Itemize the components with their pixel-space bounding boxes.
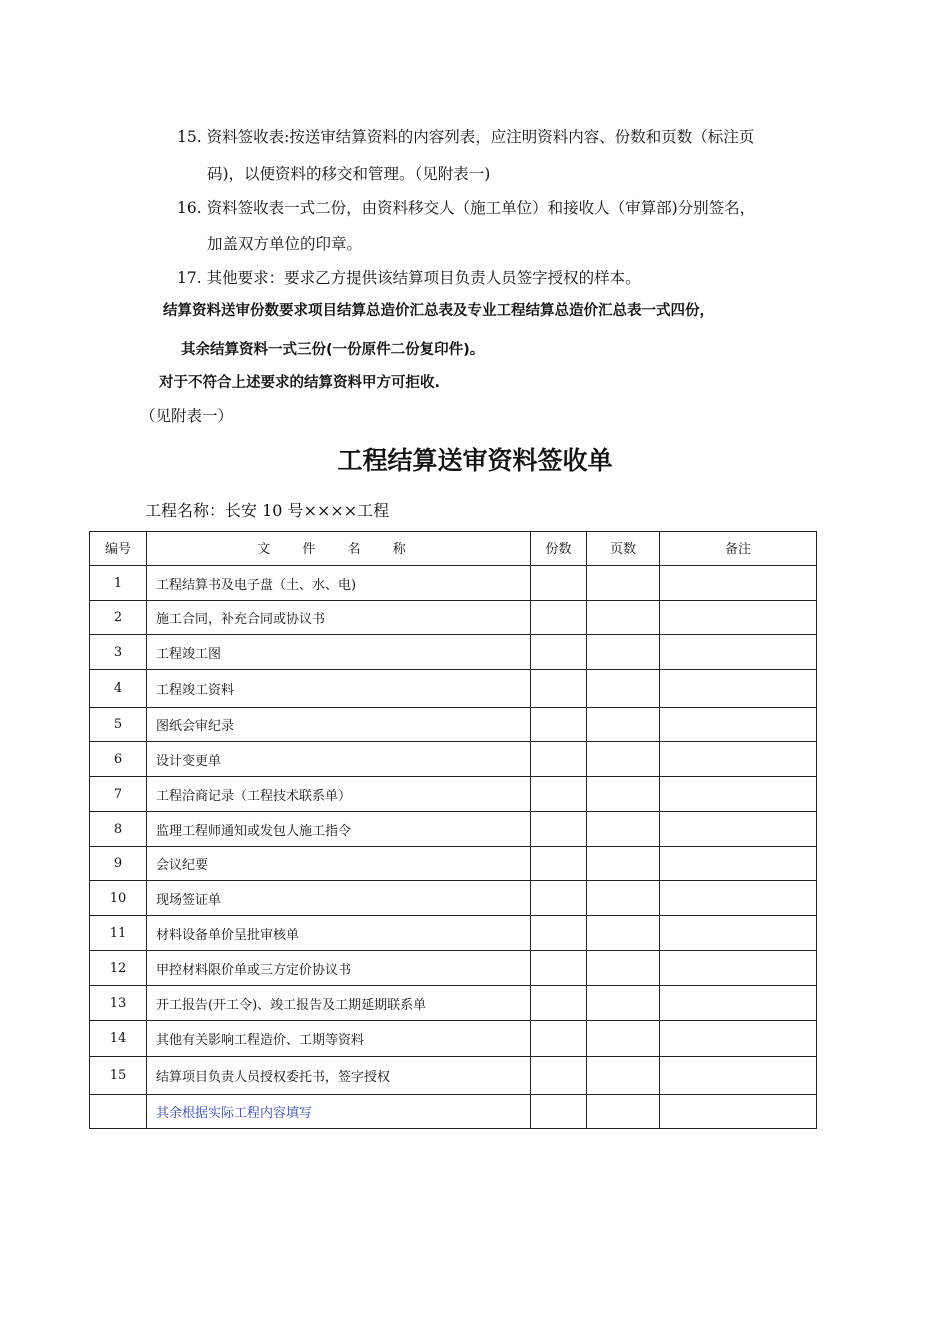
- pages-cell[interactable]: [587, 881, 660, 916]
- table-row: [90, 812, 817, 847]
- row-no: 4: [90, 670, 147, 708]
- row-document-name: 图纸会审纪录: [147, 708, 531, 742]
- bold-requirement-line-2: 其余结算资料一式三份(一份原件二份复印件)。: [181, 342, 485, 358]
- copies-cell[interactable]: [531, 916, 587, 951]
- table-header-row: [90, 532, 817, 566]
- bold-requirement-line-3: 对于不符合上述要求的结算资料甲方可拒收.: [159, 375, 441, 391]
- pages-cell[interactable]: [587, 1021, 660, 1057]
- copies-cell[interactable]: [531, 812, 587, 847]
- table-footer-row: [90, 1095, 817, 1129]
- paragraph-15-line-1: 15. 资料签收表:按送审结算资料的内容列表，应注明资料内容、份数和页数（标注页: [177, 128, 755, 146]
- pages-cell[interactable]: [587, 916, 660, 951]
- table-row: [90, 742, 817, 777]
- remarks-cell[interactable]: [660, 951, 817, 986]
- pages-cell[interactable]: [587, 986, 660, 1021]
- remarks-cell[interactable]: [660, 881, 817, 916]
- remarks-cell[interactable]: [660, 986, 817, 1021]
- table-row: [90, 951, 817, 986]
- pages-cell[interactable]: [587, 777, 660, 812]
- footer-no-cell: [90, 1095, 147, 1129]
- table-row: [90, 986, 817, 1021]
- table-row: [90, 1021, 817, 1057]
- header-remarks: 备注: [660, 532, 817, 566]
- project-name: 工程名称：长安 10 号××××工程: [145, 501, 390, 520]
- copies-cell[interactable]: [531, 708, 587, 742]
- pages-cell[interactable]: [587, 742, 660, 777]
- copies-cell[interactable]: [531, 742, 587, 777]
- copies-cell[interactable]: [531, 986, 587, 1021]
- row-document-name: 甲控材料限价单或三方定价协议书: [147, 951, 531, 986]
- copies-cell[interactable]: [531, 1095, 587, 1129]
- copies-cell[interactable]: [531, 951, 587, 986]
- remarks-cell[interactable]: [660, 1057, 817, 1095]
- footer-note: 其余根据实际工程内容填写: [147, 1095, 531, 1129]
- pages-cell[interactable]: [587, 951, 660, 986]
- copies-cell[interactable]: [531, 635, 587, 670]
- row-document-name: 材料设备单价呈批审核单: [147, 916, 531, 951]
- row-no: 9: [90, 847, 147, 881]
- pages-cell[interactable]: [587, 1095, 660, 1129]
- remarks-cell[interactable]: [660, 1021, 817, 1057]
- row-no: 15: [90, 1057, 147, 1095]
- table-row: [90, 635, 817, 670]
- row-no: 3: [90, 635, 147, 670]
- row-document-name: 开工报告(开工令)、竣工报告及工期延期联系单: [147, 986, 531, 1021]
- row-no: 1: [90, 566, 147, 601]
- bold-requirement-line-1: 结算资料送审份数要求项目结算总造价汇总表及专业工程结算总造价汇总表一式四份，: [163, 303, 714, 319]
- copies-cell[interactable]: [531, 847, 587, 881]
- sign-receipt-table: [89, 531, 817, 1129]
- copies-cell[interactable]: [531, 670, 587, 708]
- row-document-name: 监理工程师通知或发包人施工指令: [147, 812, 531, 847]
- row-document-name: 设计变更单: [147, 742, 531, 777]
- paragraph-16-line-1: 16. 资料签收表一式二份，由资料移交人（施工单位）和接收人（审算部)分别签名，: [177, 199, 756, 217]
- pages-cell[interactable]: [587, 635, 660, 670]
- row-no: 5: [90, 708, 147, 742]
- pages-cell[interactable]: [587, 812, 660, 847]
- copies-cell[interactable]: [531, 601, 587, 635]
- remarks-cell[interactable]: [660, 601, 817, 635]
- pages-cell[interactable]: [587, 670, 660, 708]
- copies-cell[interactable]: [531, 566, 587, 601]
- row-document-name: 工程竣工图: [147, 635, 531, 670]
- remarks-cell[interactable]: [660, 812, 817, 847]
- row-document-name: 结算项目负责人员授权委托书，签字授权: [147, 1057, 531, 1095]
- row-no: 2: [90, 601, 147, 635]
- pages-cell[interactable]: [587, 566, 660, 601]
- remarks-cell[interactable]: [660, 708, 817, 742]
- table-row: [90, 847, 817, 881]
- remarks-cell[interactable]: [660, 847, 817, 881]
- copies-cell[interactable]: [531, 777, 587, 812]
- pages-cell[interactable]: [587, 708, 660, 742]
- row-no: 13: [90, 986, 147, 1021]
- paragraph-17: 17. 其他要求：要求乙方提供该结算项目负责人员签字授权的样本。: [177, 269, 641, 287]
- table-row: [90, 601, 817, 635]
- copies-cell[interactable]: [531, 1057, 587, 1095]
- table-row: [90, 708, 817, 742]
- pages-cell[interactable]: [587, 1057, 660, 1095]
- table-row: [90, 670, 817, 708]
- paragraph-16-line-2: 加盖双方单位的印章。: [207, 235, 363, 253]
- row-no: 11: [90, 916, 147, 951]
- remarks-cell[interactable]: [660, 916, 817, 951]
- table-row: [90, 881, 817, 916]
- pages-cell[interactable]: [587, 847, 660, 881]
- form-title: 工程结算送审资料签收单: [337, 446, 613, 475]
- row-document-name: 工程洽商记录（工程技术联系单）: [147, 777, 531, 812]
- copies-cell[interactable]: [531, 881, 587, 916]
- table-row: [90, 1057, 817, 1095]
- header-no: 编号: [90, 532, 147, 566]
- header-document-name: 文 件 名 称: [147, 532, 531, 566]
- remarks-cell[interactable]: [660, 742, 817, 777]
- remarks-cell[interactable]: [660, 670, 817, 708]
- table-row: [90, 916, 817, 951]
- copies-cell[interactable]: [531, 1021, 587, 1057]
- remarks-cell[interactable]: [660, 1095, 817, 1129]
- pages-cell[interactable]: [587, 601, 660, 635]
- see-appendix-note: （见附表一）: [140, 407, 234, 425]
- header-copies: 份数: [531, 532, 587, 566]
- row-document-name: 现场签证单: [147, 881, 531, 916]
- row-no: 12: [90, 951, 147, 986]
- row-document-name: 会议纪要: [147, 847, 531, 881]
- row-document-name: 其他有关影响工程造价、工期等资料: [147, 1021, 531, 1057]
- remarks-cell[interactable]: [660, 777, 817, 812]
- row-no: 14: [90, 1021, 147, 1057]
- row-no: 8: [90, 812, 147, 847]
- row-document-name: 工程竣工资料: [147, 670, 531, 708]
- row-no: 10: [90, 881, 147, 916]
- row-no: 6: [90, 742, 147, 777]
- paragraph-15-line-2: 码)，以便资料的移交和管理。（见附表一): [207, 165, 491, 183]
- row-no: 7: [90, 777, 147, 812]
- remarks-cell[interactable]: [660, 566, 817, 601]
- header-pages: 页数: [587, 532, 660, 566]
- table-row: [90, 777, 817, 812]
- row-document-name: 工程结算书及电子盘（土、水、电): [147, 566, 531, 601]
- table-row: [90, 566, 817, 601]
- remarks-cell[interactable]: [660, 635, 817, 670]
- row-document-name: 施工合同，补充合同或协议书: [147, 601, 531, 635]
